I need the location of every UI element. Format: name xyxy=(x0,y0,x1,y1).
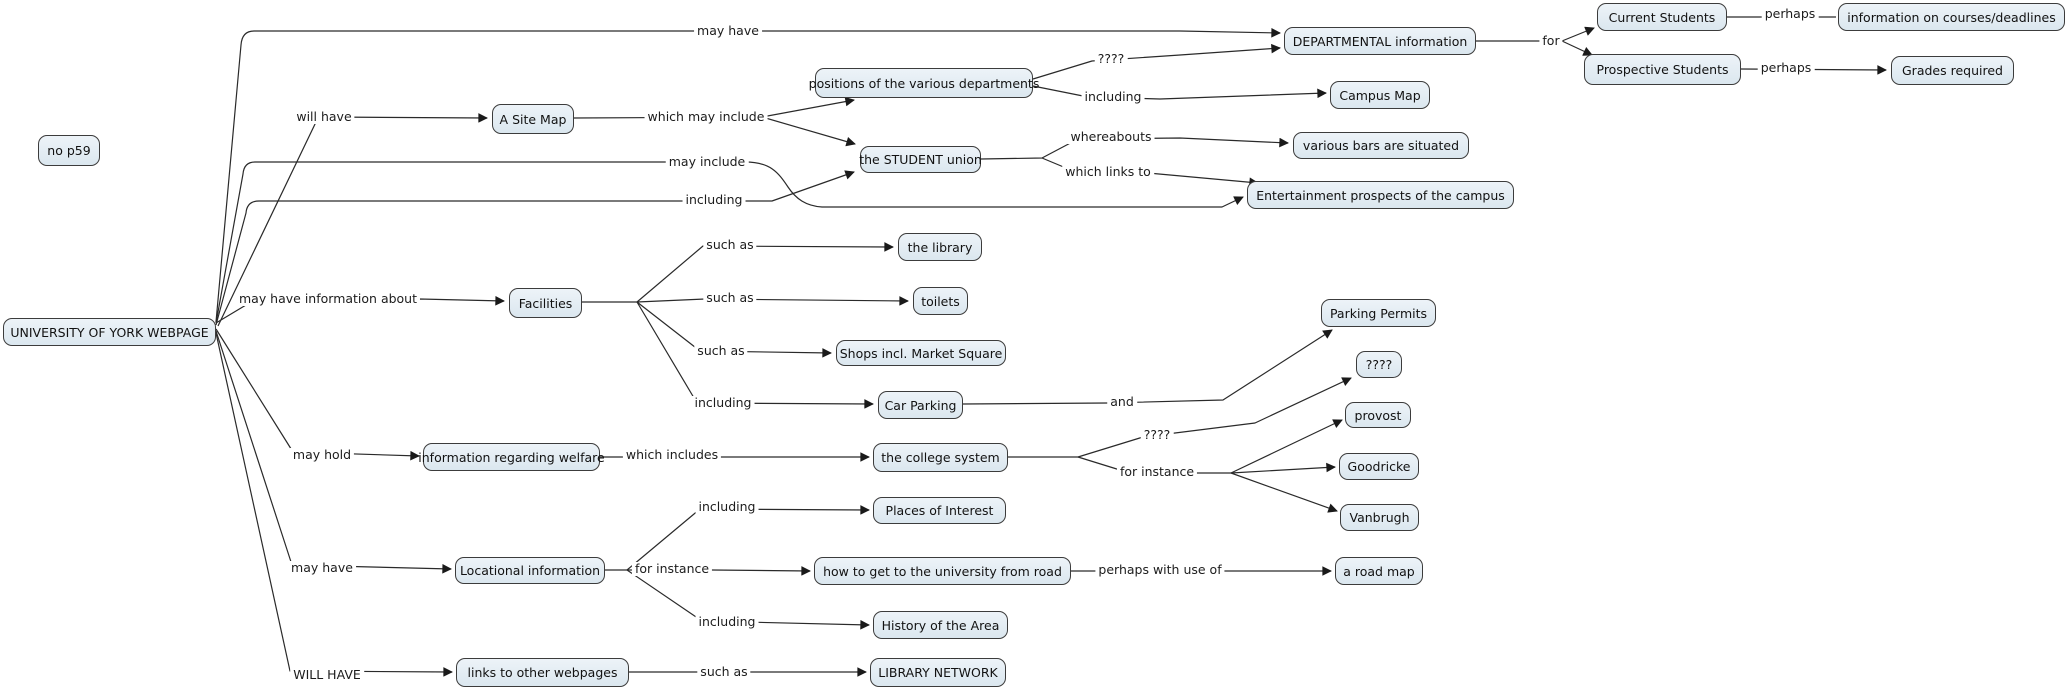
node-provost[interactable]: provost xyxy=(1345,402,1411,428)
edge-label-may-have-top[interactable]: may have xyxy=(694,24,762,38)
edge-label-will-have-bottom[interactable]: WILL HAVE xyxy=(290,668,364,682)
node-toilets[interactable]: toilets xyxy=(913,287,968,315)
node-how-to-get[interactable]: how to get to the university from road xyxy=(814,557,1071,585)
node-links-other-webpages[interactable]: links to other webpages xyxy=(456,658,629,687)
node-places-of-interest[interactable]: Places of Interest xyxy=(873,497,1006,524)
edge-label-for[interactable]: for xyxy=(1539,34,1562,48)
node-shops-market-square[interactable]: Shops incl. Market Square xyxy=(836,340,1006,366)
edge-label-including-history[interactable]: including xyxy=(696,615,759,629)
edge-label-including-places[interactable]: including xyxy=(696,500,759,514)
node-vanbrugh[interactable]: Vanbrugh xyxy=(1340,504,1419,531)
node-unknown-parking[interactable]: ???? xyxy=(1356,351,1402,378)
node-student-union[interactable]: the STUDENT union xyxy=(860,146,981,173)
node-facilities[interactable]: Facilities xyxy=(509,288,582,318)
edge-label-unknown-college[interactable]: ???? xyxy=(1141,428,1174,442)
node-library-network[interactable]: LIBRARY NETWORK xyxy=(870,658,1006,687)
node-goodricke[interactable]: Goodricke xyxy=(1339,453,1419,480)
edge-label-including-campus[interactable]: including xyxy=(1082,90,1145,104)
node-locational-info[interactable]: Locational information xyxy=(455,557,605,584)
edge-label-including-union[interactable]: including xyxy=(683,193,746,207)
node-history-of-area[interactable]: History of the Area xyxy=(873,611,1008,639)
node-no-p59[interactable]: no p59 xyxy=(38,135,100,166)
node-various-bars[interactable]: various bars are situated xyxy=(1293,132,1469,159)
edge-label-will-have[interactable]: will have xyxy=(293,110,354,124)
node-departmental-info[interactable]: DEPARTMENTAL information xyxy=(1284,27,1476,55)
node-campus-map[interactable]: Campus Map xyxy=(1330,81,1430,109)
edge-label-which-includes[interactable]: which includes xyxy=(623,448,721,462)
node-road-map[interactable]: a road map xyxy=(1335,557,1423,585)
node-positions-departments[interactable]: positions of the various departments xyxy=(815,68,1033,98)
node-car-parking[interactable]: Car Parking xyxy=(878,391,963,419)
edge-label-for-instance-loc[interactable]: for instance xyxy=(632,562,712,576)
node-prospective-students[interactable]: Prospective Students xyxy=(1584,54,1741,85)
edge-label-may-hold[interactable]: may hold xyxy=(290,448,354,462)
edge-label-may-include[interactable]: may include xyxy=(666,155,749,169)
edge-label-such-as-shops[interactable]: such as xyxy=(694,344,747,358)
edge-label-such-as-toilets[interactable]: such as xyxy=(703,291,756,305)
node-entertainment-prospects[interactable]: Entertainment prospects of the campus xyxy=(1247,181,1514,209)
node-welfare-info[interactable]: information regarding welfare xyxy=(423,443,600,471)
edge-label-for-instance-college[interactable]: for instance xyxy=(1117,465,1197,479)
edge-label-perhaps-with-use-of[interactable]: perhaps with use of xyxy=(1095,563,1224,577)
node-college-system[interactable]: the college system xyxy=(873,443,1008,472)
edge-label-which-may-include[interactable]: which may include xyxy=(645,110,768,124)
edge-label-and[interactable]: and xyxy=(1107,395,1137,409)
edge-label-may-have-info-about[interactable]: may have information about xyxy=(236,292,420,306)
node-current-students[interactable]: Current Students xyxy=(1597,3,1727,31)
edge-label-including-parking[interactable]: including xyxy=(692,396,755,410)
edge-label-whereabouts[interactable]: whereabouts xyxy=(1068,130,1155,144)
edge-label-may-have-locational[interactable]: may have xyxy=(288,561,356,575)
edge-label-such-as-network[interactable]: such as xyxy=(697,665,750,679)
edge-label-unknown-departments[interactable]: ???? xyxy=(1095,52,1128,66)
edge-label-perhaps-prospective[interactable]: perhaps xyxy=(1758,61,1815,75)
edge-label-such-as-library[interactable]: such as xyxy=(703,238,756,252)
edge-label-which-links-to[interactable]: which links to xyxy=(1062,165,1154,179)
node-grades-required[interactable]: Grades required xyxy=(1891,56,2014,85)
node-site-map[interactable]: A Site Map xyxy=(492,104,574,134)
node-parking-permits[interactable]: Parking Permits xyxy=(1321,299,1436,327)
node-the-library[interactable]: the library xyxy=(898,233,982,261)
node-info-courses-deadlines[interactable]: information on courses/deadlines xyxy=(1838,3,2065,31)
edge-label-perhaps-current[interactable]: perhaps xyxy=(1762,7,1819,21)
node-university-webpage[interactable]: UNIVERSITY OF YORK WEBPAGE xyxy=(3,318,216,346)
